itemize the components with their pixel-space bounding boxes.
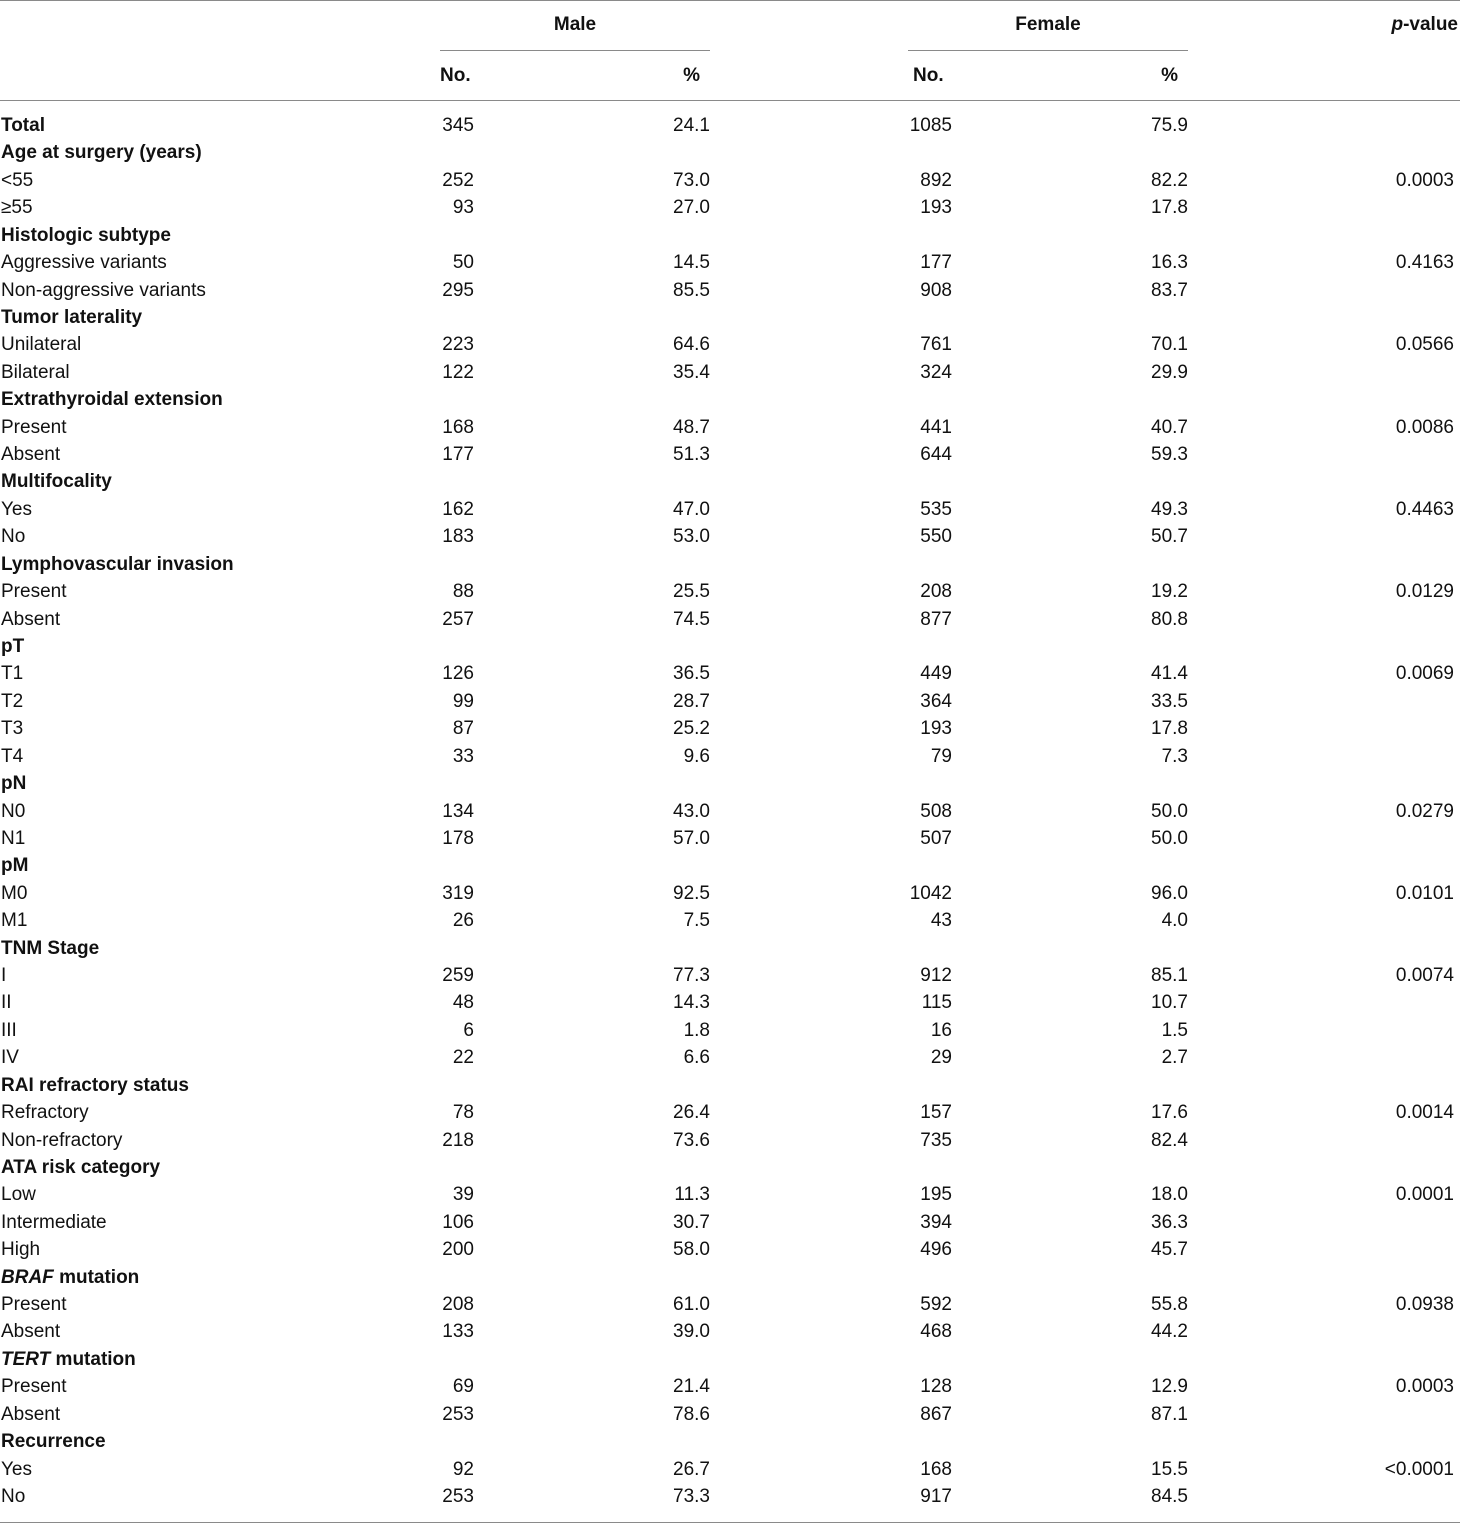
row-label: T3 — [1, 718, 24, 740]
p-value — [1360, 1044, 1454, 1071]
female-percent: 7.3 — [1161, 745, 1188, 767]
male-percent: 47.0 — [673, 498, 710, 520]
col-header-male-no: No. — [440, 65, 471, 86]
male-count: 39 — [452, 1184, 474, 1206]
female-percent: 4.0 — [1161, 910, 1188, 932]
male-percent: 39.0 — [673, 1321, 710, 1343]
row-label: Present — [1, 1294, 67, 1316]
male-count: 200 — [442, 1239, 474, 1261]
row-label: Low — [1, 1184, 36, 1206]
p-value — [1360, 1209, 1454, 1236]
male-count: 218 — [442, 1129, 474, 1151]
p-value: 0.4163 — [1395, 252, 1454, 274]
female-percent: 96.0 — [1151, 882, 1188, 904]
section-header: pN — [1, 773, 27, 795]
section-header: RAI refractory status — [1, 1074, 189, 1096]
row-label: Unilateral — [1, 334, 82, 356]
p-value — [1360, 1017, 1454, 1044]
female-count: 496 — [920, 1239, 952, 1261]
p-value-rest: -value — [1403, 14, 1458, 35]
male-percent: 53.0 — [673, 526, 710, 548]
section-header: Multifocality — [1, 471, 112, 493]
p-value: 0.0003 — [1395, 1376, 1454, 1398]
row-label: Non-refractory — [1, 1129, 123, 1151]
female-count: 449 — [920, 663, 952, 685]
female-percent: 87.1 — [1151, 1403, 1188, 1425]
female-count: 208 — [920, 581, 952, 603]
male-percent: 25.2 — [673, 718, 710, 740]
p-value: 0.0566 — [1395, 334, 1454, 356]
p-value — [1360, 606, 1454, 633]
male-count: 26 — [452, 910, 474, 932]
p-value: 0.0101 — [1395, 882, 1454, 904]
row-label: Intermediate — [1, 1211, 107, 1233]
row-label — [1, 1346, 136, 1373]
female-count: 508 — [920, 800, 952, 822]
p-value: 0.0001 — [1395, 1184, 1454, 1206]
p-value — [1360, 907, 1454, 934]
p-value — [1360, 359, 1454, 386]
male-count: 88 — [452, 581, 474, 603]
p-value — [1360, 1401, 1454, 1428]
male-percent: 92.5 — [673, 882, 710, 904]
section-header: ATA risk category — [1, 1156, 161, 1178]
p-value: 0.0938 — [1395, 1294, 1454, 1316]
male-count: 183 — [442, 526, 474, 548]
row-label: T4 — [1, 745, 24, 767]
male-percent: 78.6 — [673, 1403, 710, 1425]
female-count: 177 — [920, 252, 952, 274]
male-count: 259 — [442, 965, 474, 987]
section-header: Histologic subtype — [1, 224, 171, 246]
female-count: 79 — [930, 745, 952, 767]
row-label-text: mutation — [59, 1266, 140, 1288]
female-count: 43 — [930, 910, 952, 932]
female-count: 550 — [920, 526, 952, 548]
male-count: 69 — [452, 1376, 474, 1398]
female-count: 592 — [920, 1294, 952, 1316]
female-percent: 17.8 — [1151, 718, 1188, 740]
male-percent: 35.4 — [673, 361, 710, 383]
female-percent: 16.3 — [1151, 252, 1188, 274]
p-value — [1360, 715, 1454, 742]
male-percent: 9.6 — [683, 745, 710, 767]
female-percent: 50.0 — [1151, 827, 1188, 849]
row-label: Absent — [1, 444, 61, 466]
female-percent: 55.8 — [1151, 1294, 1188, 1316]
female-percent: 19.2 — [1151, 581, 1188, 603]
row-label: Present — [1, 581, 67, 603]
female-count: 324 — [920, 361, 952, 383]
male-percent: 11.3 — [674, 1184, 710, 1206]
male-percent: 73.0 — [673, 169, 710, 191]
female-percent: 40.7 — [1151, 416, 1188, 438]
female-count: 441 — [920, 416, 952, 438]
row-label: Non-aggressive variants — [1, 279, 206, 301]
p-value — [1360, 688, 1454, 715]
female-percent: 82.2 — [1151, 169, 1188, 191]
p-value — [1360, 1236, 1454, 1263]
female-count: 128 — [920, 1376, 952, 1398]
row-label: Absent — [1, 1403, 61, 1425]
female-percent: 18.0 — [1151, 1184, 1188, 1206]
row-label: M1 — [1, 910, 28, 932]
p-value-header — [1360, 14, 1458, 36]
female-percent: 1.5 — [1161, 1019, 1188, 1041]
row-label: Bilateral — [1, 361, 70, 383]
gene-name: TERT — [1, 1348, 51, 1370]
male-percent: 73.6 — [673, 1129, 710, 1151]
female-count: 115 — [921, 992, 952, 1014]
female-count: 917 — [920, 1486, 952, 1507]
row-label: T2 — [1, 690, 24, 712]
row-label: Absent — [1, 608, 61, 630]
male-count: 178 — [442, 827, 474, 849]
row-label: N0 — [1, 800, 26, 822]
female-percent: 36.3 — [1151, 1211, 1188, 1233]
p-value: <0.0001 — [1384, 1458, 1454, 1480]
male-percent: 74.5 — [673, 608, 710, 630]
female-percent: 75.9 — [1151, 115, 1188, 136]
row-label: III — [1, 1019, 17, 1041]
female-count: 394 — [920, 1211, 952, 1233]
female-percent: 70.1 — [1151, 334, 1188, 356]
p-value — [1360, 441, 1454, 468]
section-header: Tumor laterality — [1, 306, 143, 328]
female-percent: 44.2 — [1151, 1321, 1188, 1343]
female-count: 761 — [920, 334, 952, 356]
male-percent: 7.5 — [683, 910, 710, 932]
male-percent: 43.0 — [673, 800, 710, 822]
male-percent: 57.0 — [673, 827, 710, 849]
p-value — [1360, 1483, 1454, 1510]
p-value — [1360, 1318, 1454, 1345]
male-count: 295 — [442, 279, 474, 301]
top-rule — [0, 0, 1460, 1]
female-percent: 29.9 — [1151, 361, 1188, 383]
male-percent: 6.6 — [683, 1047, 710, 1069]
female-count: 1085 — [909, 115, 952, 136]
female-count: 892 — [920, 169, 952, 191]
female-group-rule — [908, 50, 1188, 51]
male-percent: 26.4 — [673, 1102, 710, 1124]
female-percent: 82.4 — [1151, 1129, 1188, 1151]
male-count: 93 — [452, 197, 474, 219]
female-count: 195 — [920, 1184, 952, 1206]
p-value: 0.0003 — [1395, 169, 1454, 191]
male-count: 257 — [442, 608, 474, 630]
female-count: 912 — [920, 965, 952, 987]
p-value — [1360, 825, 1454, 852]
p-value: 0.0086 — [1395, 416, 1454, 438]
female-count: 867 — [920, 1403, 952, 1425]
section-header: pM — [1, 855, 29, 877]
row-label: No — [1, 526, 26, 548]
male-count: 162 — [442, 498, 474, 520]
male-count: 6 — [463, 1019, 474, 1041]
female-percent: 17.8 — [1151, 197, 1188, 219]
male-count: 345 — [442, 115, 474, 136]
female-count: 507 — [920, 827, 952, 849]
male-count: 126 — [442, 663, 474, 685]
male-count: 134 — [442, 800, 474, 822]
p-value — [1360, 1127, 1454, 1154]
male-percent: 28.7 — [673, 690, 710, 712]
female-count: 157 — [920, 1102, 952, 1124]
p-value — [1360, 112, 1454, 139]
male-count: 22 — [452, 1047, 474, 1069]
male-percent: 14.5 — [673, 252, 710, 274]
row-label: No — [1, 1486, 26, 1507]
male-count: 99 — [452, 690, 474, 712]
section-header: pT — [1, 635, 25, 657]
female-count: 193 — [920, 197, 952, 219]
row-label — [1, 1264, 139, 1291]
male-count: 92 — [452, 1458, 474, 1480]
female-count: 364 — [920, 690, 952, 712]
row-label: Yes — [1, 498, 32, 520]
male-percent: 27.0 — [673, 197, 710, 219]
row-label: N1 — [1, 827, 26, 849]
female-percent: 49.3 — [1151, 498, 1188, 520]
female-count: 193 — [920, 718, 952, 740]
male-percent: 58.0 — [673, 1239, 710, 1261]
female-percent: 80.8 — [1151, 608, 1188, 630]
male-percent: 21.4 — [673, 1376, 710, 1398]
female-percent: 84.5 — [1151, 1486, 1188, 1507]
col-header-male-pct: % — [683, 65, 700, 86]
row-label: Present — [1, 416, 67, 438]
male-count: 87 — [452, 718, 474, 740]
female-percent: 2.7 — [1161, 1047, 1188, 1069]
row-label: Yes — [1, 1458, 32, 1480]
female-percent: 50.7 — [1151, 526, 1188, 548]
row-label-text: mutation — [55, 1348, 136, 1370]
female-count: 1042 — [909, 882, 952, 904]
p-value: 0.0074 — [1395, 965, 1454, 987]
gene-name: BRAF — [1, 1266, 54, 1288]
male-percent: 61.0 — [673, 1294, 710, 1316]
female-percent: 83.7 — [1151, 279, 1188, 301]
male-count: 208 — [442, 1294, 474, 1316]
female-percent: 45.7 — [1151, 1239, 1188, 1261]
group-header-male: Male — [553, 14, 597, 35]
row-label: <55 — [1, 169, 34, 191]
male-count: 78 — [452, 1102, 474, 1124]
female-count: 29 — [930, 1047, 952, 1069]
female-percent: 12.9 — [1151, 1376, 1188, 1398]
male-count: 177 — [442, 444, 474, 466]
male-percent: 26.7 — [673, 1458, 710, 1480]
female-count: 644 — [920, 444, 952, 466]
row-label: II — [1, 992, 12, 1014]
col-header-female-no: No. — [913, 65, 944, 86]
row-label: M0 — [1, 882, 28, 904]
female-count: 877 — [920, 608, 952, 630]
male-percent: 1.8 — [683, 1019, 710, 1041]
male-percent: 36.5 — [673, 663, 710, 685]
row-label: Total — [1, 115, 45, 136]
female-percent: 85.1 — [1151, 965, 1188, 987]
male-percent: 25.5 — [673, 581, 710, 603]
male-count: 50 — [452, 252, 474, 274]
male-percent: 73.3 — [673, 1486, 710, 1507]
male-percent: 51.3 — [673, 444, 710, 466]
row-label: I — [1, 965, 7, 987]
male-count: 252 — [442, 169, 474, 191]
row-label: Present — [1, 1376, 67, 1398]
female-percent: 59.3 — [1151, 444, 1188, 466]
male-count: 133 — [442, 1321, 474, 1343]
male-percent: 48.7 — [673, 416, 710, 438]
male-percent: 24.1 — [673, 115, 710, 136]
male-count: 253 — [442, 1403, 474, 1425]
female-percent: 10.7 — [1151, 992, 1188, 1014]
male-count: 33 — [452, 745, 474, 767]
p-value-italic: p — [1391, 14, 1404, 35]
col-header-female-pct: % — [1161, 65, 1178, 86]
male-percent: 77.3 — [673, 965, 710, 987]
male-count: 223 — [442, 334, 474, 356]
section-header: Age at surgery (years) — [1, 142, 202, 164]
female-percent: 50.0 — [1151, 800, 1188, 822]
male-group-rule — [440, 50, 710, 51]
p-value — [1360, 743, 1454, 770]
female-count: 468 — [920, 1321, 952, 1343]
group-header-female: Female — [1015, 14, 1081, 35]
male-count: 319 — [442, 882, 474, 904]
section-header: Extrathyroidal extension — [1, 389, 223, 411]
p-value — [1360, 277, 1454, 304]
p-value — [1360, 989, 1454, 1016]
row-label: Aggressive variants — [1, 252, 167, 274]
female-count: 735 — [920, 1129, 952, 1151]
p-value: 0.0069 — [1395, 663, 1454, 685]
female-count: 16 — [930, 1019, 952, 1041]
male-count: 106 — [442, 1211, 474, 1233]
female-percent: 41.4 — [1151, 663, 1188, 685]
row-label: IV — [1, 1047, 19, 1069]
male-percent: 64.6 — [673, 334, 710, 356]
male-count: 253 — [442, 1486, 474, 1507]
male-count: 48 — [452, 992, 474, 1014]
p-value: 0.0279 — [1395, 800, 1454, 822]
male-percent: 30.7 — [673, 1211, 710, 1233]
row-label: Absent — [1, 1321, 61, 1343]
row-label: High — [1, 1239, 41, 1261]
p-value: 0.0129 — [1395, 581, 1454, 603]
male-percent: 14.3 — [673, 992, 710, 1014]
female-percent: 17.6 — [1151, 1102, 1188, 1124]
female-count: 908 — [920, 279, 952, 301]
row-label: Refractory — [1, 1102, 89, 1124]
row-label: ≥55 — [1, 197, 33, 219]
female-count: 535 — [920, 498, 952, 520]
female-percent: 15.5 — [1151, 1458, 1188, 1480]
section-header: TNM Stage — [1, 937, 100, 959]
section-header: Lymphovascular invasion — [1, 553, 234, 575]
female-percent: 33.5 — [1151, 690, 1188, 712]
female-count: 168 — [920, 1458, 952, 1480]
bottom-rule — [0, 1522, 1460, 1523]
male-percent: 85.5 — [673, 279, 710, 301]
male-count: 122 — [442, 361, 474, 383]
section-header: Recurrence — [1, 1431, 106, 1453]
p-value — [1360, 194, 1454, 221]
header-bottom-rule — [0, 100, 1460, 101]
male-count: 168 — [442, 416, 474, 438]
p-value: 0.0014 — [1395, 1102, 1454, 1124]
p-value: 0.4463 — [1395, 498, 1454, 520]
p-value — [1360, 523, 1454, 550]
row-label: T1 — [1, 663, 24, 685]
